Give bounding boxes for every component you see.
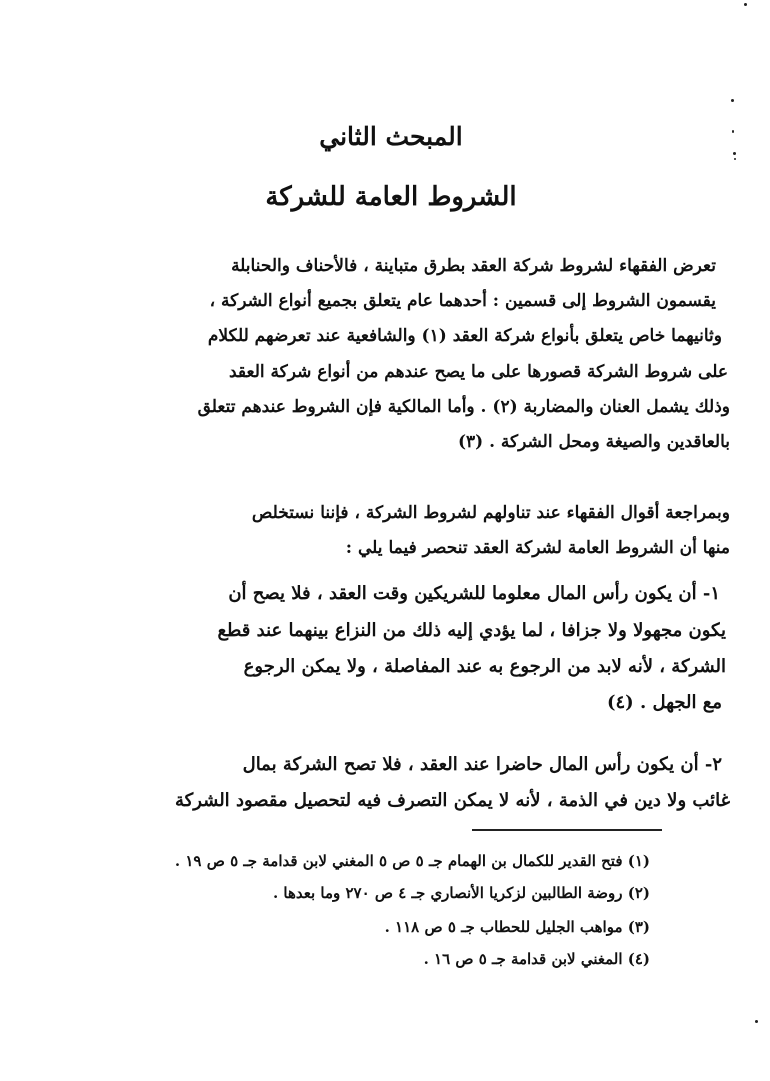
paragraph-1-line-4: على شروط الشركة قصورها على ما يصح عندهم من أنواع شركة العقد	[228, 362, 728, 382]
paragraph-4-line-1: ٢- أن يكون رأس المال حاضرا عند العقد ، فلا تصح الشركة بمال	[242, 754, 722, 775]
paragraph-1-line-6: بالعاقدين والصيغة ومحل الشركة . (٣)	[457, 432, 730, 452]
section-title: الشروط العامة للشركة	[265, 182, 517, 212]
paragraph-1-line-2: يقسمون الشروط إلى قسمين : أحدهما عام يتعلق بجميع أنواع الشركة ،	[209, 291, 716, 311]
paragraph-1-line-5: وذلك يشمل العنان والمضاربة (٢) . وأما المالكية فإن الشروط عندهم تتعلق	[197, 397, 730, 417]
footnote-1: (١) فتح القدير للكمال بن الهمام جـ ٥ ص ٥ المغني لابن قدامة جـ ٥ ص ١٩ .	[174, 852, 650, 870]
footnote-separator	[472, 829, 662, 831]
paragraph-3-line-1: ١- أن يكون رأس المال معلوما للشريكين وقت العقد ، فلا يصح أن	[228, 583, 720, 604]
paragraph-4-line-2: غائب ولا دين في الذمة ، لأنه لا يمكن التصرف فيه لتحصيل مقصود الشركة	[174, 790, 730, 811]
paragraph-2-line-2: منها أن الشروط العامة لشركة العقد تنحصر فيما يلي :	[345, 538, 730, 558]
section-heading: المبحث الثاني	[319, 122, 463, 151]
paragraph-2-line-1: وبمراجعة أقوال الفقهاء عند تناولهم لشروط الشركة ، فإننا نستخلص	[251, 503, 730, 523]
footnote-3: (٣) مواهب الجليل للحطاب جـ ٥ ص ١١٨ .	[384, 918, 650, 936]
scan-speck	[731, 99, 734, 102]
paragraph-3-line-3: الشركة ، لأنه لابد من الرجوع به عند المفاصلة ، ولا يمكن الرجوع	[243, 656, 726, 677]
paragraph-1-line-1: تعرض الفقهاء لشروط شركة العقد بطرق متباينة ، فالأحناف والحنابلة	[231, 256, 716, 276]
footnote-2: (٢) روضة الطالبين لزكريا الأنصاري جـ ٤ ص ٢٧٠ وما بعدها .	[272, 884, 650, 902]
scan-speck	[755, 1020, 758, 1023]
paragraph-3-line-2: يكون مجهولا ولا جزافا ، لما يؤدي إليه ذلك من النزاع بينهما عند قطع	[217, 620, 726, 641]
scan-speck	[732, 130, 734, 133]
scan-speck	[733, 152, 736, 155]
scan-speck	[744, 3, 747, 6]
footnote-4: (٤) المغني لابن قدامة جـ ٥ ص ١٦ .	[423, 950, 650, 968]
scan-speck	[734, 158, 736, 160]
paragraph-3-line-4: مع الجهل . (٤)	[606, 692, 722, 713]
paragraph-1-line-3: وثانيهما خاص يتعلق بأنواع شركة العقد (١) والشافعية عند تعرضهم للكلام	[207, 326, 722, 346]
